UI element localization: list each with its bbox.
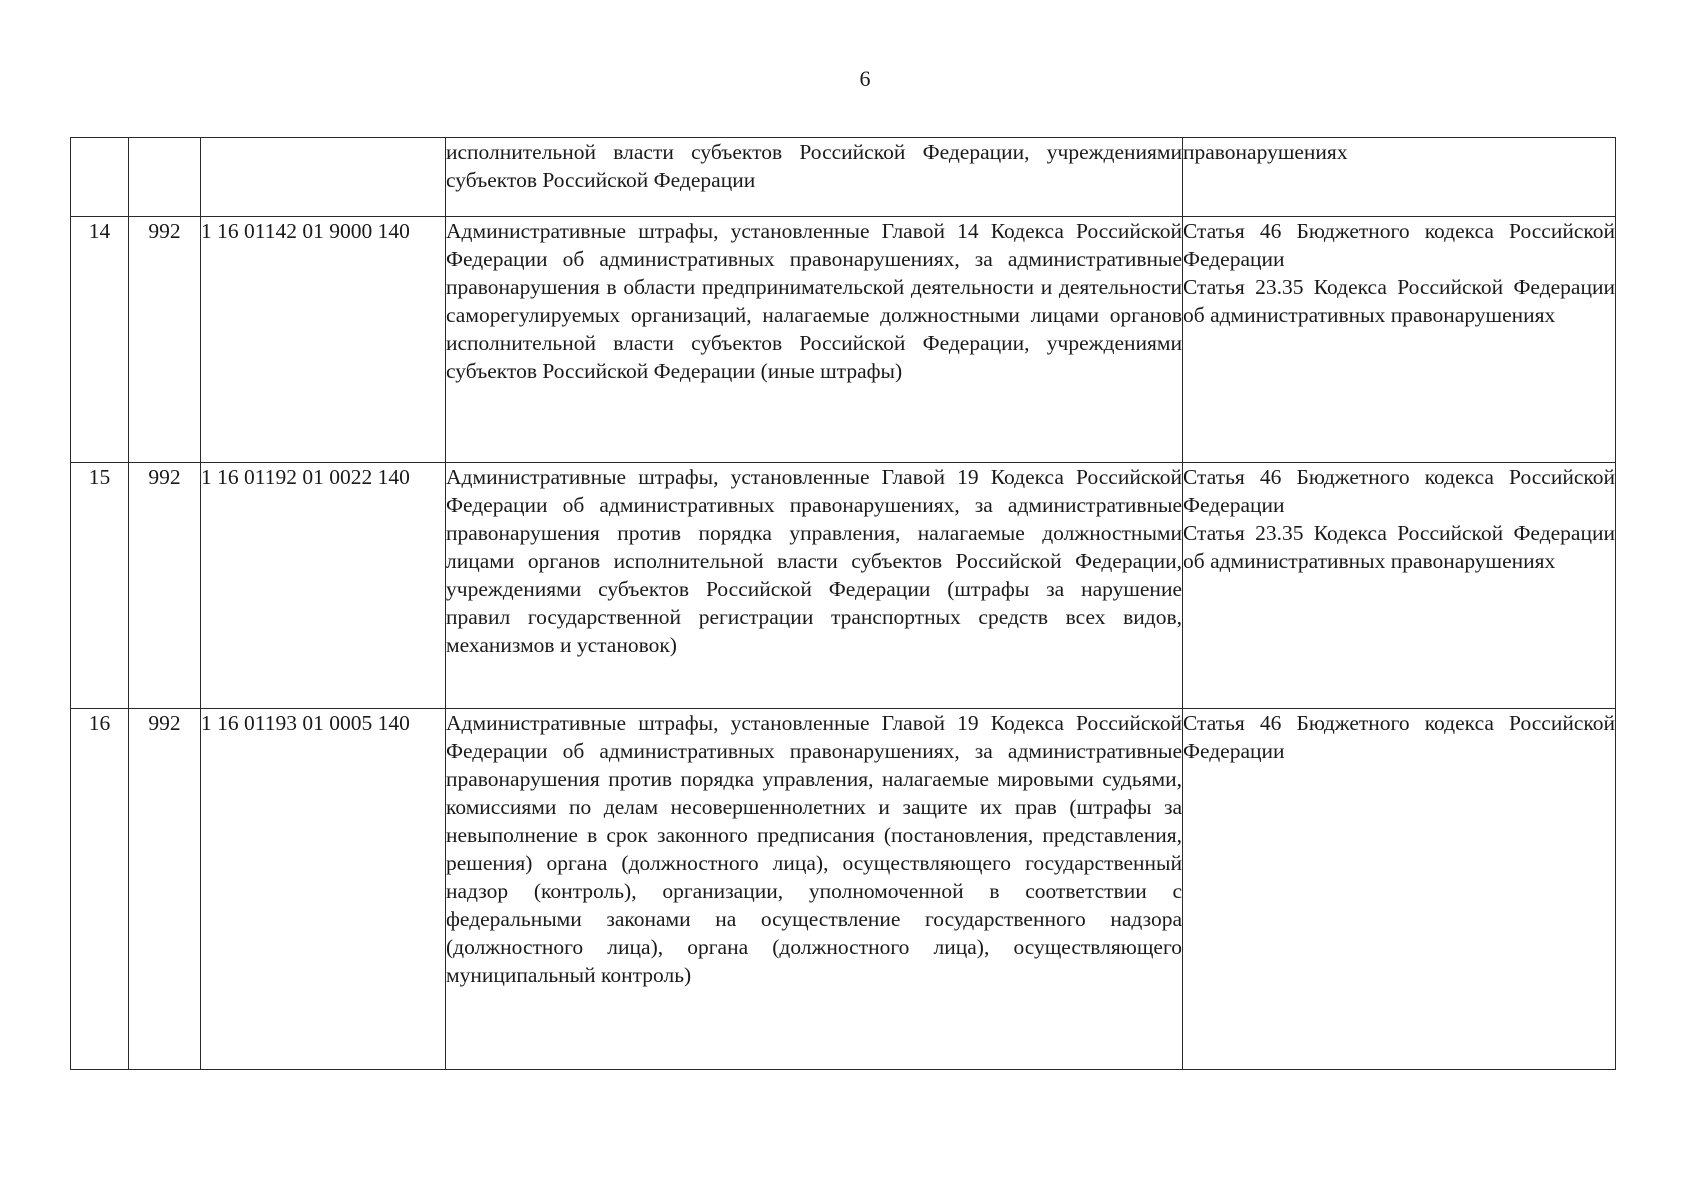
- cell-name: [446, 138, 1183, 217]
- table-row: [71, 217, 1616, 463]
- page-number: 6: [859, 66, 871, 91]
- admin-code: 992: [129, 217, 201, 463]
- legal-basis-text: Статья 46 Бюджетного кодекса Российской Федерации: [1183, 711, 1615, 763]
- revenue-code: 1 16 01192 01 0022 140: [201, 463, 446, 709]
- income-name-text: Административные штрафы, установленные Главой 19 Кодекса Российской Федерации об административных правонарушениях, за административные правонарушения против порядка управления, налагаемые мировыми судьями, комиссиями по делам несовершеннолетних и защите их прав (штрафы за невыполнение в срок законного предписания (постановления, представления, решения) органа (должностного лица), осуществляющего государственный надзор (контроль), организации, уполномоченной в соответствии с федеральными законами на осуществление государственного надзора (должностного лица), органа (должностного лица), осуществляющего муниципальный контроль): [446, 711, 1182, 987]
- legal-basis-text: Статья 23.35 Кодекса Российской Федерации об административных правонарушениях: [1183, 275, 1615, 327]
- row-number: 15: [71, 463, 129, 709]
- legal-basis-text: Статья 23.35 Кодекса Российской Федерации об административных правонарушениях: [1183, 521, 1615, 573]
- admin-code: 992: [129, 463, 201, 709]
- cell-name: [446, 217, 1183, 463]
- legal-basis-text: Статья 46 Бюджетного кодекса Российской Федерации: [1183, 219, 1615, 271]
- income-name-text: Административные штрафы, установленные Главой 14 Кодекса Российской Федерации об административных правонарушениях, за административные правонарушения в области предпринимательской деятельности и деятельности саморегулируемых организаций, налагаемые должностными лицами органов исполнительной власти субъектов Российской Федерации, учреждениями субъектов Российской Федерации (иные штрафы): [446, 219, 1182, 383]
- revenue-code: 1 16 01193 01 0005 140: [201, 709, 446, 1070]
- cell-name: [446, 709, 1183, 1070]
- cell-law: [1183, 138, 1616, 217]
- income-name-text: Административные штрафы, установленные Главой 19 Кодекса Российской Федерации об административных правонарушениях, за административные правонарушения против порядка управления, налагаемые должностными лицами органов исполнительной власти субъектов Российской Федерации, учреждениями субъектов Российской Федерации (штрафы за нарушение правил государственной регистрации транспортных средств всех видов, механизмов и установок): [446, 465, 1182, 657]
- cell-law: [1183, 463, 1616, 709]
- cell-code: [201, 138, 446, 217]
- table-row: [71, 463, 1616, 709]
- cell-num: [71, 138, 129, 217]
- row-number: 16: [71, 709, 129, 1070]
- income-name-text: исполнительной власти субъектов Российской Федерации, учреждениями субъектов Российской Федерации: [446, 140, 1182, 192]
- table-row: [71, 709, 1616, 1070]
- cell-name: [446, 463, 1183, 709]
- cell-admin: [129, 138, 201, 217]
- revenue-code: 1 16 01142 01 9000 140: [201, 217, 446, 463]
- legal-basis-text: правонарушениях: [1183, 140, 1348, 164]
- row-number: 14: [71, 217, 129, 463]
- admin-code: 992: [129, 709, 201, 1070]
- cell-law: [1183, 709, 1616, 1070]
- table-row-continuation: [71, 138, 1616, 217]
- legal-basis-text: Статья 46 Бюджетного кодекса Российской Федерации: [1183, 465, 1615, 517]
- cell-law: [1183, 217, 1616, 463]
- revenue-codes-table: [70, 137, 1616, 1070]
